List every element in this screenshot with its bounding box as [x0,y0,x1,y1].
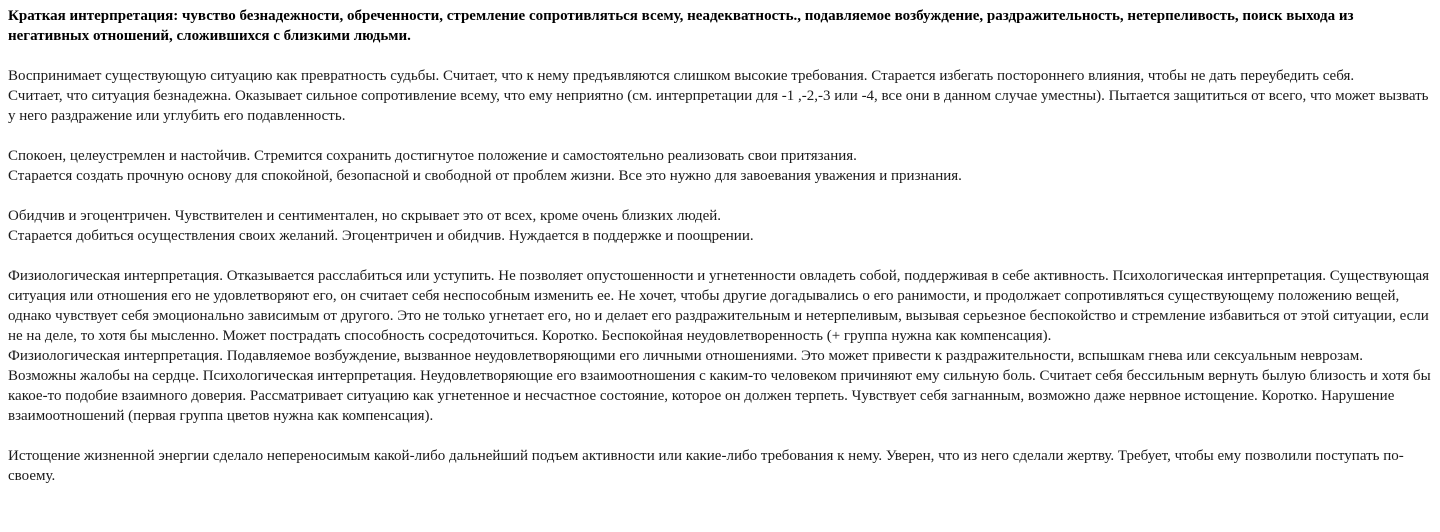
interpretation-block-4 [8,266,1432,426]
paragraph: Воспринимает существующую ситуацию как превратность судьбы. Считает, что к нему предъявляются слишком высокие требования. Старается избегать постороннего влияния, чтобы не дать переубедить себя. [8,68,1355,84]
paragraph: Спокоен, целеустремлен и настойчив. Стремится сохранить достигнутое положение и самостоятельно реализовать свои притязания. [8,148,857,164]
interpretation-block-5 [8,446,1432,486]
paragraph: Считает, что ситуация безнадежна. Оказывает сильное сопротивление всему, что ему неприятно (см. интерпретации для -1 ,-2,-3 или -4, все они в данном случае уместны). Пытается защититься от всего, что может вызвать у него раздражение или углубить его подавленность. [8,88,1429,124]
interpretation-block-3 [8,206,1432,246]
paragraph: Физиологическая интерпретация. Отказывается расслабиться или уступить. Не позволяет опустошенности и угнетенности овладеть собой, поддерживая в себе активность. Психологическая интерпретация. Существующая ситуация или отношения его не удовлетворяют его, он считает себя неспособным изменить ее. Не хочет, чтобы другие догадывались о его ранимости, и продолжает сопротивляться существующему положению вещей, однако чувствует себя эмоционально зависимым от другого. Это не только угнетает его, но и делает его раздражительным и нетерпеливым, вызывая серьезное беспокойство и стремление избавиться от этой ситуации, если не на деле, то хотя бы мысленно. Может пострадать способность сосредоточиться. Коротко. Беспокойная неудовлетворенность (+ группа нужна как компенсация). [8,268,1430,344]
paragraph: Истощение жизненной энергии сделало непереносимым какой-либо дальнейший подъем активности или какие-либо требования к нему. Уверен, что из него сделали жертву. Требует, чтобы ему позволили поступать по-своему. [8,448,1404,484]
paragraph: Старается добиться осуществления своих желаний. Эгоцентричен и обидчив. Нуждается в поддержке и поощрении. [8,228,754,244]
paragraph: Физиологическая интерпретация. Подавляемое возбуждение, вызванное неудовлетворяющими его личными отношениями. Это может привести к раздражительности, вспышкам гнева или сексуальным неврозам. Возможны жалобы на сердце. Психологическая интерпретация. Неудовлетворяющие его взаимоотношения с каким-то человеком причиняют ему сильную боль. Считает себя бессильным вернуть былую близость и хотя бы какое-то подобие взаимного доверия. Рассматривает ситуацию как угнетенное и несчастное состояние, которое он должен терпеть. Чувствует себя загнанным, возможно даже нервное истощение. Коротко. Нарушение взаимоотношений (первая группа цветов нужна как компенсация). [8,348,1431,424]
paragraph: Старается создать прочную основу для спокойной, безопасной и свободной от проблем жизни. Все это нужно для завоевания уважения и признания. [8,168,962,184]
paragraph: Обидчив и эгоцентричен. Чувствителен и сентиментален, но скрывает это от всех, кроме очень близких людей. [8,208,722,224]
summary-heading: Краткая интерпретация: чувство безнадежности, обреченности, стремление сопротивляться всему, неадекватность., подавляемое возбуждение, раздражительность, нетерпеливость, поиск выхода из негативных отношений, сложившихся с близкими людьми. [8,8,1354,44]
interpretation-block-2 [8,146,1432,186]
interpretation-block-1 [8,66,1432,126]
